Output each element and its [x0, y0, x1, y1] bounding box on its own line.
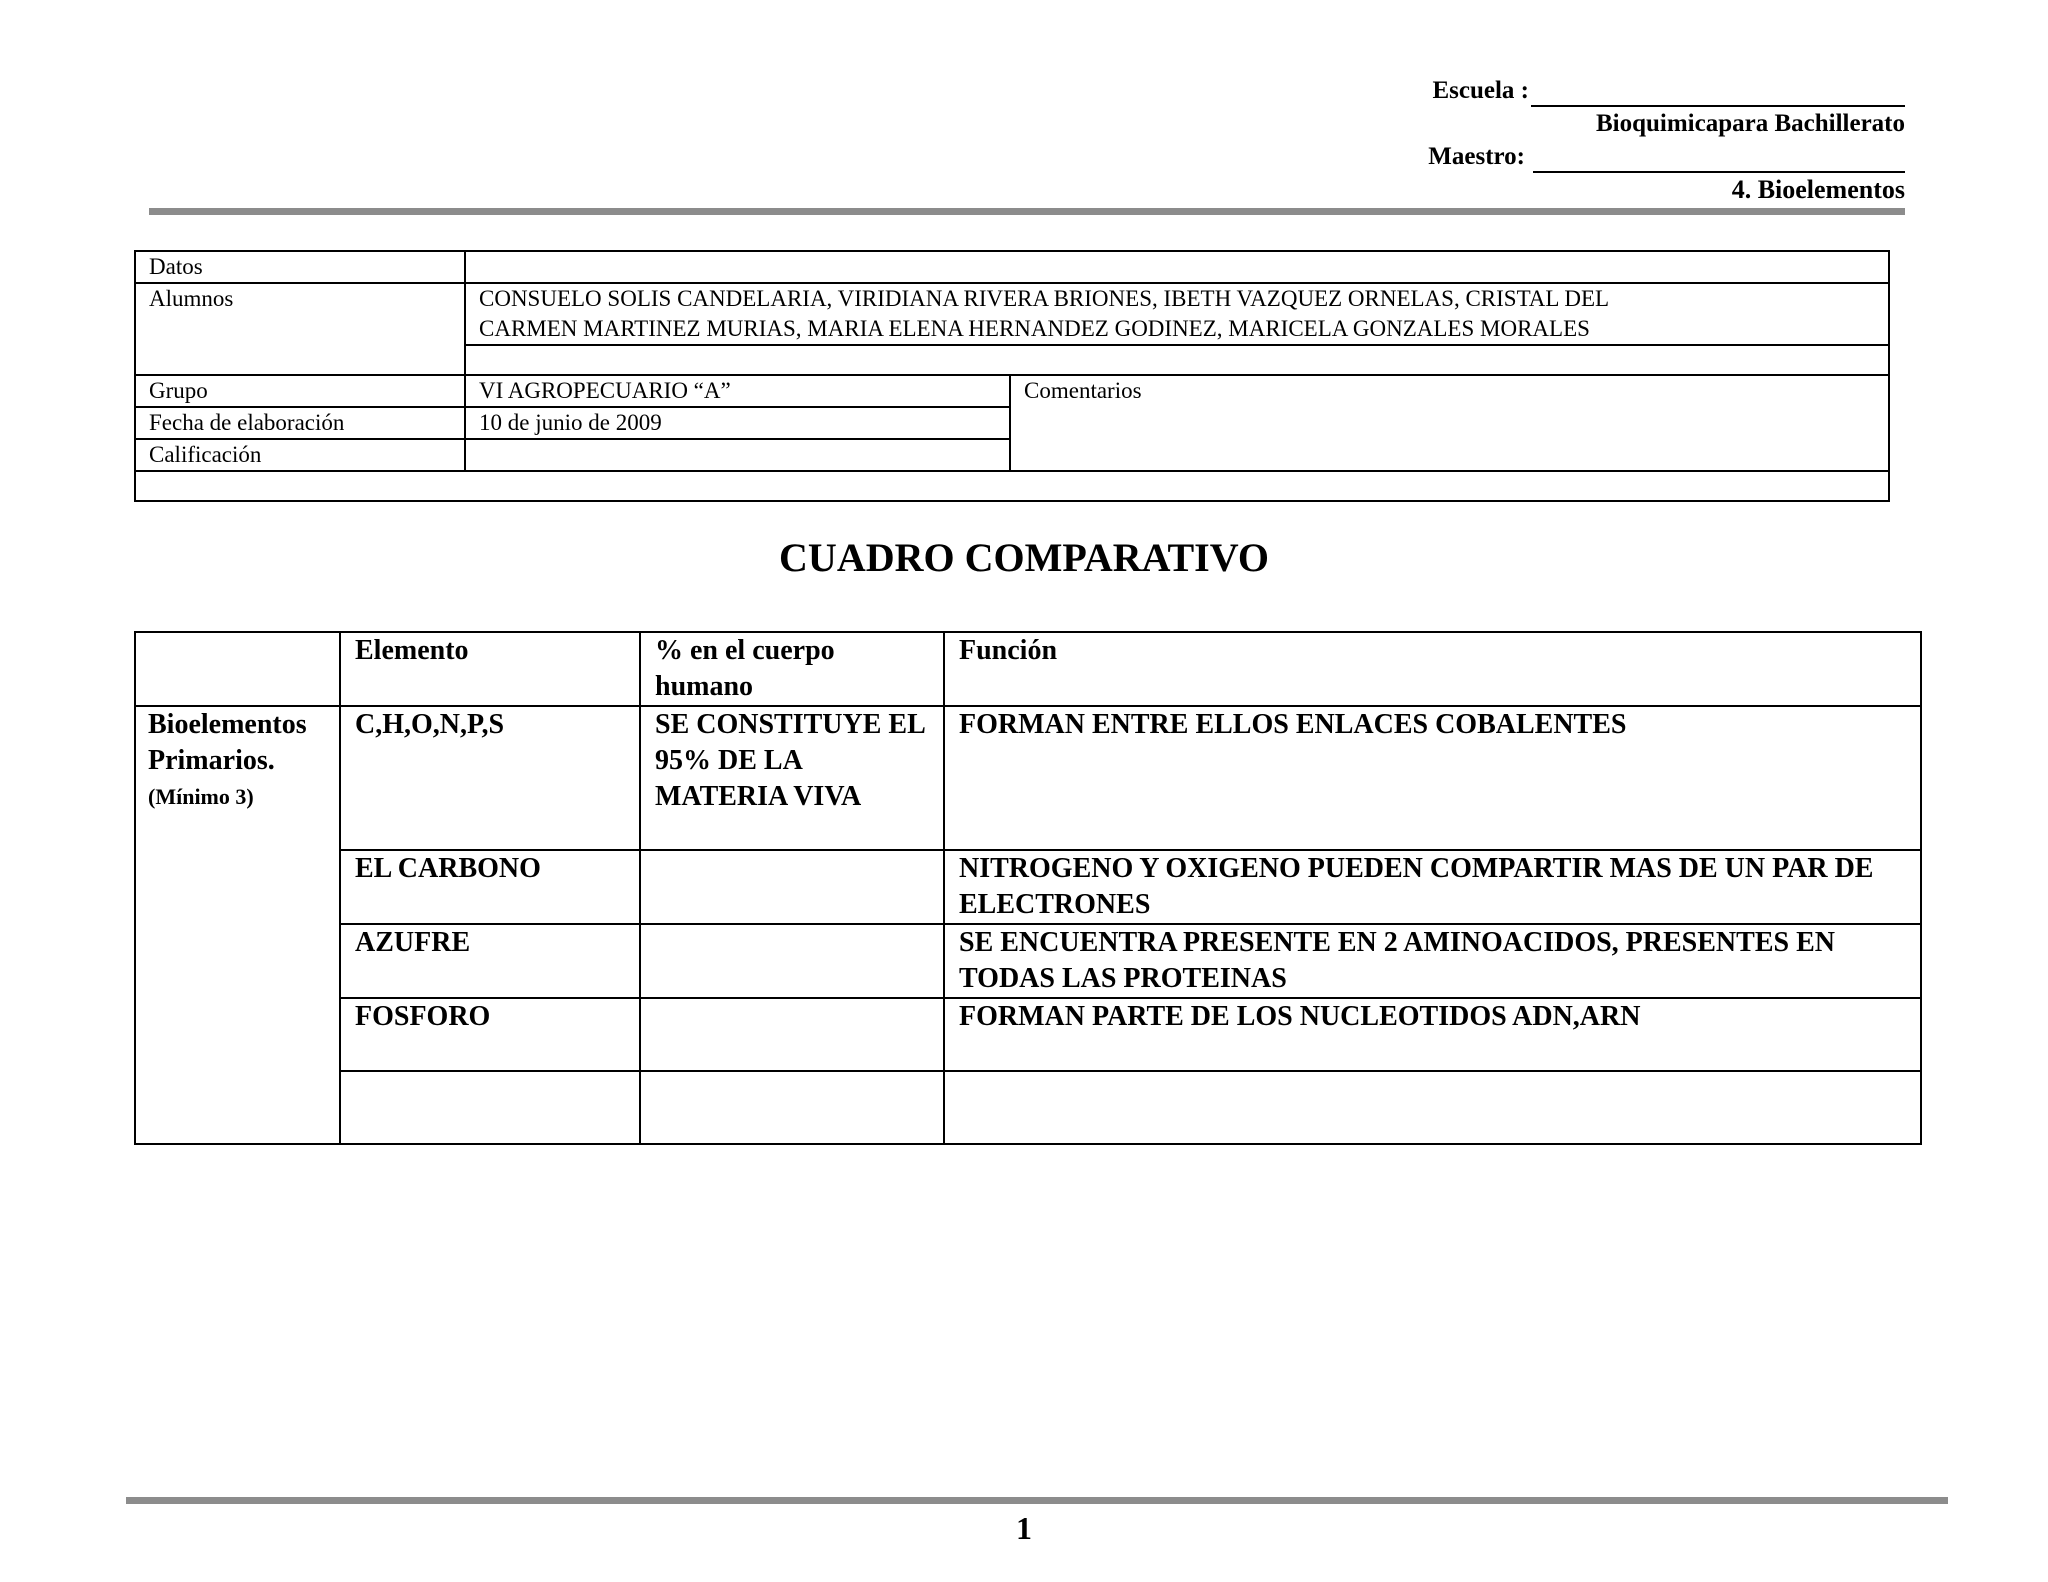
escuela-blank-line: [1531, 79, 1905, 107]
page-title: CUADRO COMPARATIVO: [779, 535, 1269, 580]
maestro-row: [1345, 140, 1905, 173]
row-3-elemento: AZUFRE: [340, 924, 640, 998]
page-number: 1: [1016, 1510, 1032, 1546]
row-4-elemento: FOSFORO: [340, 998, 640, 1071]
header-elemento: Elemento: [340, 632, 640, 706]
alumnos-line-1: CONSUELO SOLIS CANDELARIA, VIRIDIANA RIVERA BRIONES, IBETH VAZQUEZ ORNELAS, CRISTAL DEL: [479, 286, 1610, 311]
subject-line: Bioquimicapara Bachillerato: [1595, 110, 1905, 137]
grupo-value: VI AGROPECUARIO “A”: [465, 375, 1010, 407]
row-2-funcion: NITROGENO Y OXIGENO PUEDEN COMPARTIR MAS DE UN PAR DE ELECTRONES: [944, 850, 1921, 924]
category-cell: [135, 706, 340, 1144]
row-2-porcentaje: [640, 850, 944, 924]
calificacion-value: [465, 439, 1010, 471]
escuela-label: Escuela :: [1432, 77, 1529, 104]
alumnos-extra-cell: [465, 345, 1889, 375]
category-subtitle: Primarios.: [148, 745, 275, 776]
calificacion-label: Calificación: [135, 439, 465, 471]
comentarios-cell: Comentarios: [1010, 375, 1889, 471]
row-2-elemento: EL CARBONO: [340, 850, 640, 924]
datos-label: Datos: [135, 251, 465, 283]
header-porcentaje: % en el cuerpo humano: [640, 632, 944, 706]
alumnos-cell: [465, 283, 1889, 345]
row-3-funcion: SE ENCUENTRA PRESENTE EN 2 AMINOACIDOS, PRESENTES EN TODAS LAS PROTEINAS: [944, 924, 1921, 998]
alumnos-label: Alumnos: [135, 283, 465, 375]
escuela-row: [1345, 74, 1905, 107]
grupo-label: Grupo: [135, 375, 465, 407]
footer-divider: [126, 1497, 1948, 1504]
row-5-funcion: [944, 1071, 1921, 1144]
header-divider: [149, 208, 1905, 215]
fecha-value: 10 de junio de 2009: [465, 407, 1010, 439]
row-1-funcion: FORMAN ENTRE ELLOS ENLACES COBALENTES: [944, 706, 1921, 850]
document-header: [1345, 74, 1905, 206]
datos-footer-cell: [135, 471, 1889, 501]
corner-cell: [135, 632, 340, 706]
alumnos-line-2: CARMEN MARTINEZ MURIAS, MARIA ELENA HERNANDEZ GODINEZ, MARICELA GONZALES MORALES: [479, 316, 1590, 341]
topic-title: 4. Bioelementos: [1731, 175, 1905, 204]
category-note: (Mínimo 3): [148, 784, 254, 809]
header-funcion: Función: [944, 632, 1921, 706]
row-1-elemento: C,H,O,N,P,S: [340, 706, 640, 850]
category-title: Bioelementos: [148, 709, 307, 740]
row-5-elemento: [340, 1071, 640, 1144]
maestro-blank-line: [1533, 145, 1905, 173]
row-4-funcion: FORMAN PARTE DE LOS NUCLEOTIDOS ADN,ARN: [944, 998, 1921, 1071]
row-4-porcentaje: [640, 998, 944, 1071]
cuadro-comparativo-table: [134, 631, 1922, 1145]
datos-empty-cell: [465, 251, 1889, 283]
fecha-label: Fecha de elaboración: [135, 407, 465, 439]
row-1-porcentaje: SE CONSTITUYE EL 95% DE LA MATERIA VIVA: [640, 706, 944, 850]
datos-table: [134, 250, 1890, 502]
maestro-label: Maestro:: [1428, 143, 1525, 170]
row-3-porcentaje: [640, 924, 944, 998]
row-5-porcentaje: [640, 1071, 944, 1144]
